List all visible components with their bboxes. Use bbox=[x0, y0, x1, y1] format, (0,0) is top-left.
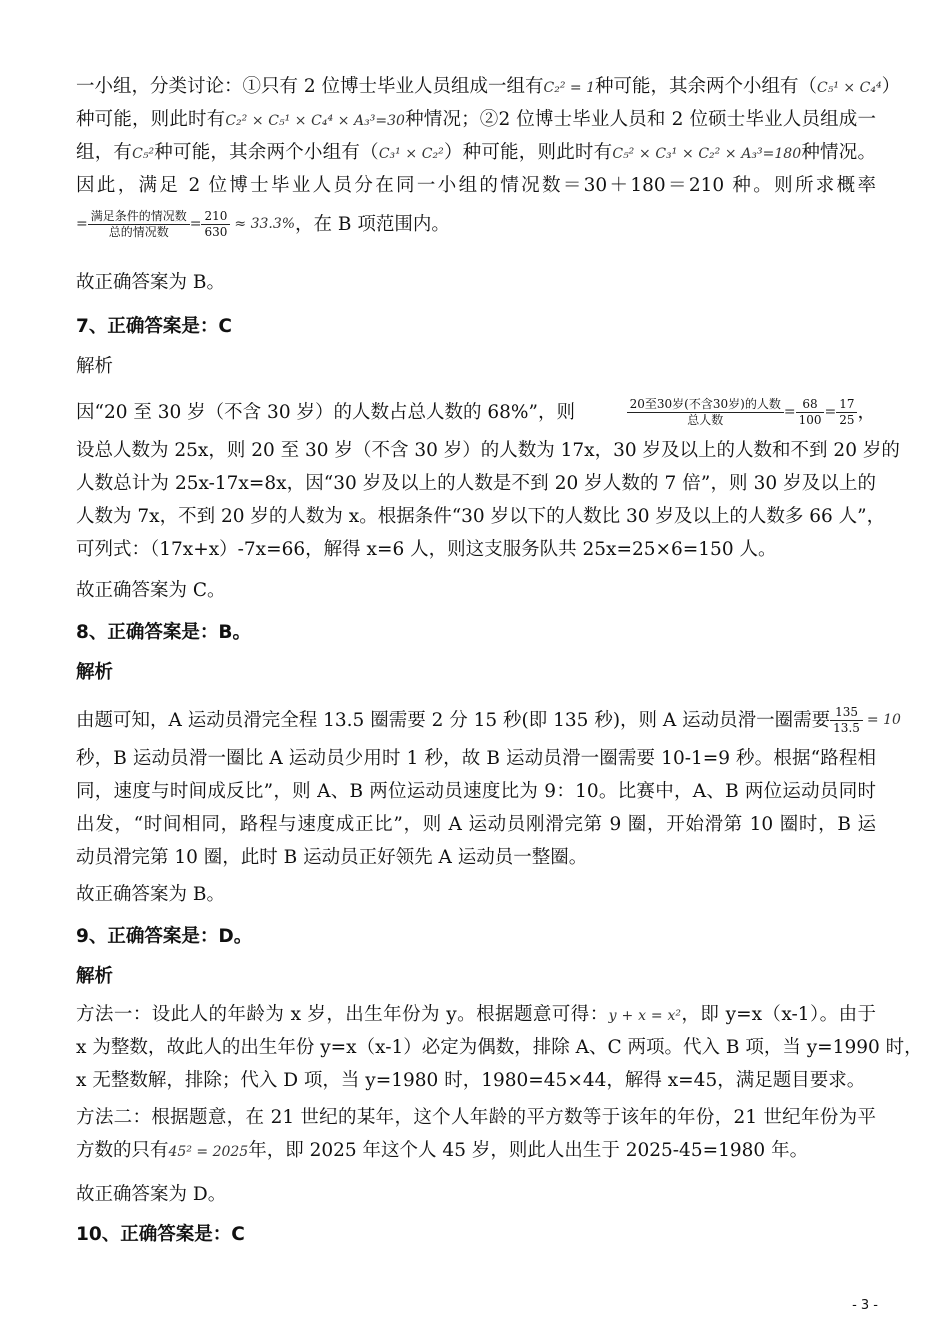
formula: 45² = 2025 bbox=[168, 1144, 249, 1160]
q8-formula bbox=[830, 704, 901, 737]
fraction-condition-over-total bbox=[88, 209, 190, 240]
fraction-denominator: 100 bbox=[798, 412, 822, 427]
text: ，在 B 项范围内。 bbox=[295, 213, 450, 235]
q6-line-4: 因此，满足 2 位博士毕业人员分在同一小组的情况数＝30＋180＝210 种。则所求概率 bbox=[76, 175, 876, 196]
q9-line-2: x 为整数，故此人的出生年份 y=x（x-1）必定为偶数，排除 A、C 两项。代入 B 项，当 y=1990 时， bbox=[76, 1037, 923, 1058]
q8-answer: 故正确答案为 B。 bbox=[76, 884, 225, 905]
text: ）种可能，则此时有 bbox=[443, 142, 613, 163]
formula: C₂² × C₅¹ × C₄⁴ × A₃³=30 bbox=[225, 113, 405, 129]
q8-line-5: 动员滑完第 10 圈，此时 B 运动员正好领先 A 运动员一整圈。 bbox=[76, 847, 588, 868]
q6-line-2 bbox=[76, 103, 876, 136]
text: 方数的只有 bbox=[76, 1140, 169, 1161]
q8-line-4: 出发，“时间相同，路程与速度成正比”，则 A 运动员刚滑完第 9 圈，开始滑第 10 圈时，B 运 bbox=[76, 814, 876, 835]
fraction-denominator: 总人数 bbox=[687, 412, 724, 427]
formula: = bbox=[76, 215, 88, 232]
formula: y + x = x² bbox=[608, 1008, 681, 1024]
q9-answer: 故正确答案为 D。 bbox=[76, 1184, 227, 1205]
fraction-denominator: 13.5 bbox=[833, 720, 860, 735]
fraction-numerator: 20至30岁(不含30岁)的人数 bbox=[627, 397, 784, 413]
formula: C₅¹ × C₄⁴ bbox=[817, 80, 882, 96]
fraction-numerator: 满足条件的情况数 bbox=[88, 209, 190, 225]
q9-line-1 bbox=[76, 998, 876, 1031]
text: 种可能，则此时有 bbox=[76, 109, 226, 130]
formula: = bbox=[824, 403, 837, 420]
q8-analysis-label: 解析 bbox=[76, 662, 114, 683]
fraction-denominator: 630 bbox=[204, 224, 228, 239]
q6-explanation bbox=[76, 70, 901, 246]
q7-line-2: 设总人数为 25x，则 20 至 30 岁（不含 30 岁）的人数为 17x，30 岁及以上的人数和不到 20 岁的 bbox=[76, 440, 900, 461]
formula: = bbox=[783, 403, 796, 420]
q7-analysis-label: 解析 bbox=[76, 356, 114, 377]
q9-heading: 9、正确答案是：D。 bbox=[76, 926, 253, 947]
text: 种可能，其余两个小组有（ bbox=[595, 76, 818, 97]
q7-ratio-formula bbox=[627, 396, 876, 429]
text: 因“20 至 30 岁（不含 30 岁）的人数占总人数的 68%”，则 bbox=[76, 401, 575, 423]
text: ） bbox=[881, 76, 901, 97]
formula: C₅² bbox=[132, 146, 155, 162]
q7-line-4: 人数为 7x，不到 20 岁的人数为 x。根据条件“30 岁以下的人数比 30 岁及以上的人数多 66 人”， bbox=[76, 506, 886, 527]
q9-line-5 bbox=[76, 1134, 876, 1167]
text: 种情况；②2 位博士毕业人员和 2 位硕士毕业人员组成一 bbox=[404, 109, 876, 130]
text: ， bbox=[857, 401, 876, 423]
fraction-68-100 bbox=[796, 397, 825, 428]
formula: C₃¹ × C₂² bbox=[378, 146, 444, 162]
q7-line-5: 可列式：（17x+x）-7x=66，解得 x=6 人，则这支服务队共 25x=25×6=150 人。 bbox=[76, 539, 777, 560]
fraction-numerator: 17 bbox=[836, 397, 857, 413]
q6-line-3 bbox=[76, 136, 876, 169]
text: 种情况。 bbox=[801, 142, 876, 163]
q8-heading: 8、正确答案是：B。 bbox=[76, 622, 251, 643]
text: 一小组，分类讨论：①只有 2 位博士毕业人员组成一组有 bbox=[76, 76, 544, 97]
formula: = bbox=[189, 215, 202, 232]
fraction-denominator: 总的情况数 bbox=[108, 224, 169, 239]
q8-line-3: 同，速度与时间成反比”，则 A、B 两位运动员速度比为 9：10。比赛中，A、B 两位运动员同时 bbox=[76, 781, 876, 802]
page-number: - 3 - bbox=[852, 1298, 878, 1313]
text: 方法一：设此人的年龄为 x 岁，出生年份为 y。根据题意可得： bbox=[76, 1004, 609, 1025]
text: 由题可知，A 运动员滑完全程 13.5 圈需要 2 分 15 秒(即 135 秒)，则 A 运动员滑一圈需要 bbox=[76, 709, 831, 731]
q6-line-1 bbox=[76, 70, 901, 103]
q9-explanation bbox=[76, 998, 923, 1167]
fraction-age-group-over-total bbox=[627, 397, 784, 428]
formula: C₂² = 1 bbox=[543, 80, 596, 96]
text: 年，即 2025 年这个人 45 岁，则此人出生于 2025-45=1980 年。 bbox=[248, 1140, 809, 1161]
text: 组，有 bbox=[76, 142, 133, 163]
fraction-numerator: 135 bbox=[830, 705, 863, 721]
q6-line-5 bbox=[76, 202, 876, 246]
q6-answer: 故正确答案为 B。 bbox=[76, 272, 225, 293]
q10-heading: 10、正确答案是：C bbox=[76, 1224, 245, 1245]
formula: ≈ 33.3% bbox=[234, 215, 296, 232]
q7-explanation bbox=[76, 390, 900, 566]
fraction-numerator: 68 bbox=[796, 397, 825, 413]
fraction-17-25 bbox=[836, 397, 857, 428]
fraction-numerator: 210 bbox=[201, 209, 230, 225]
q7-line-3: 人数总计为 25x-17x=8x，因“30 岁及以上的人数是不到 20 岁人数的 7 倍”，则 30 岁及以上的 bbox=[76, 473, 876, 494]
fraction-denominator: 25 bbox=[839, 412, 855, 427]
formula: = 10 bbox=[866, 711, 901, 728]
q8-line-1 bbox=[76, 698, 901, 742]
q7-line-1 bbox=[76, 390, 876, 434]
q7-heading: 7、正确答案是：C bbox=[76, 316, 232, 337]
q9-line-3: x 无整数解，排除；代入 D 项，当 y=1980 时，1980=45×44，解得 x=45，满足题目要求。 bbox=[76, 1070, 866, 1091]
formula: C₅² × C₃¹ × C₂² × A₃³=180 bbox=[612, 146, 802, 162]
fraction-210-630 bbox=[201, 209, 230, 240]
q9-line-4: 方法二：根据题意，在 21 世纪的某年，这个人年龄的平方数等于该年的年份，21 世纪年份为平 bbox=[76, 1107, 876, 1128]
q9-analysis-label: 解析 bbox=[76, 966, 114, 987]
text: 种可能，其余两个小组有（ bbox=[154, 142, 379, 163]
text: ，即 y=x（x-1）。由于 bbox=[680, 1004, 877, 1025]
q7-answer: 故正确答案为 C。 bbox=[76, 580, 226, 601]
q8-explanation bbox=[76, 698, 901, 874]
q8-line-2: 秒，B 运动员滑一圈比 A 运动员少用时 1 秒，故 B 运动员滑一圈需要 10-1=9 秒。根据“路程相 bbox=[76, 748, 876, 769]
fraction-135-13-5 bbox=[830, 705, 863, 736]
